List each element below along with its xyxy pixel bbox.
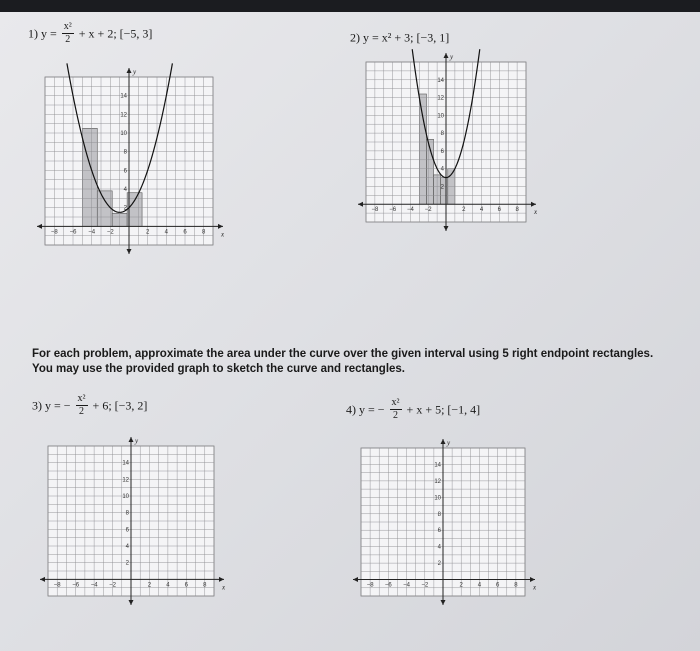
x-tick-label: −2: [421, 582, 429, 589]
riemann-rectangle: [441, 178, 448, 205]
equation-rest: + x + 2;: [78, 26, 117, 41]
x-tick-label: −8: [371, 207, 379, 214]
x-tick-label: −4: [403, 582, 410, 589]
y-tick-label: 6: [437, 528, 441, 535]
problem-4-equation: [346, 398, 480, 421]
problem-number: 4): [346, 402, 356, 417]
fraction: [62, 22, 74, 45]
y-tick-label: 12: [120, 112, 127, 119]
x-tick-label: −2: [109, 582, 116, 589]
riemann-rectangle: [97, 191, 112, 226]
equation-prefix: y =: [41, 26, 57, 41]
y-tick-label: 8: [125, 510, 129, 517]
x-axis-label: x: [533, 583, 537, 592]
y-tick-label: 4: [123, 187, 127, 193]
equation-rest: + x + 5;: [406, 402, 445, 417]
x-tick-label: −6: [69, 229, 77, 236]
y-tick-label: 4: [440, 166, 444, 173]
x-tick-label: 6: [495, 582, 500, 589]
x-tick-label: −2: [106, 229, 114, 236]
y-tick-label: 6: [125, 527, 129, 534]
fraction-numerator: x²: [391, 397, 400, 408]
arrow-down-icon: [441, 600, 446, 605]
y-axis-label: y: [135, 437, 139, 445]
arrow-up-icon: [441, 439, 446, 444]
fraction-numerator: x²: [63, 21, 72, 32]
y-tick-label: 12: [434, 478, 441, 485]
x-tick-label: 8: [201, 229, 206, 236]
problem-number: 1): [28, 26, 38, 41]
y-tick-label: 2: [437, 561, 441, 568]
fraction: [390, 398, 402, 421]
problem-number: 2): [350, 30, 360, 45]
x-tick-label: 4: [166, 582, 170, 589]
x-tick-label: −2: [424, 207, 432, 214]
arrow-left-icon: [37, 224, 42, 229]
x-tick-label: 6: [184, 582, 189, 589]
y-tick-label: 4: [437, 544, 441, 551]
problem-3-equation: [32, 394, 147, 417]
y-tick-label: 8: [437, 511, 441, 518]
y-tick-label: 10: [434, 495, 441, 502]
x-tick-label: 2: [459, 582, 463, 589]
riemann-rectangle: [419, 94, 426, 204]
y-tick-label: 12: [437, 95, 444, 102]
arrow-left-icon: [40, 577, 45, 582]
y-tick-label: 4: [125, 544, 129, 550]
problem-number: 3): [32, 398, 42, 413]
interval: [−3, 2]: [114, 398, 148, 413]
x-axis-label: x: [222, 583, 226, 592]
equation-rest: + 6;: [92, 398, 112, 413]
arrow-down-icon: [444, 226, 449, 231]
y-tick-label: 8: [123, 149, 127, 156]
equation-prefix: y = x² + 3;: [363, 30, 414, 45]
y-tick-label: 2: [123, 205, 127, 212]
x-tick-label: 2: [145, 229, 150, 236]
equation-prefix: y = −: [45, 398, 71, 413]
graph-problem-2: [354, 50, 544, 238]
instructions-text: For each problem, approximate the area under the curve over the given interval using 5 right endpoint rectangles. You may use the provided graph to sketch the curve and rectangles.: [32, 348, 654, 375]
y-tick-label: 6: [440, 148, 444, 155]
interval: [−3, 1]: [416, 30, 450, 45]
arrow-up-icon: [444, 53, 449, 58]
graph-problem-4: [349, 436, 543, 612]
arrow-left-icon: [358, 202, 363, 207]
x-tick-label: −4: [407, 207, 414, 214]
y-tick-label: 14: [122, 460, 129, 467]
x-tick-label: 4: [477, 582, 482, 589]
y-tick-label: 6: [123, 168, 127, 175]
interval: [−1, 4]: [447, 402, 481, 417]
screen-top-bar: [0, 0, 700, 12]
arrow-down-icon: [127, 249, 132, 254]
y-tick-label: 2: [440, 184, 444, 191]
y-axis-label: y: [133, 68, 137, 76]
x-tick-label: −8: [366, 582, 374, 589]
x-tick-label: 8: [515, 207, 519, 214]
x-tick-label: 4: [164, 229, 169, 236]
y-axis-label: y: [447, 439, 451, 447]
fraction-denominator: 2: [393, 410, 399, 421]
x-axis-label: x: [221, 230, 225, 239]
x-tick-label: −6: [389, 207, 397, 214]
x-tick-label: 8: [514, 582, 518, 589]
y-tick-label: 14: [434, 462, 441, 469]
graph-problem-1: [33, 65, 231, 261]
y-tick-label: 10: [122, 494, 129, 500]
x-tick-label: 4: [479, 207, 484, 214]
problem-2-equation: [350, 30, 449, 43]
arrow-up-icon: [127, 68, 132, 73]
y-tick-label: 8: [440, 131, 444, 138]
equation-prefix: y = −: [359, 402, 385, 417]
x-tick-label: −4: [90, 582, 98, 589]
x-tick-label: 8: [203, 582, 207, 589]
interval: [−5, 3]: [119, 26, 153, 41]
x-axis-label: x: [534, 208, 538, 217]
x-tick-label: −8: [53, 582, 61, 589]
x-tick-label: 2: [147, 582, 152, 589]
x-tick-label: 6: [183, 229, 187, 236]
fraction-numerator: x²: [77, 393, 86, 404]
y-tick-label: 10: [437, 113, 444, 120]
arrow-down-icon: [129, 600, 134, 605]
x-tick-label: −6: [72, 582, 80, 589]
riemann-rectangle: [82, 128, 97, 226]
arrow-up-icon: [129, 437, 134, 442]
arrow-right-icon: [218, 224, 223, 229]
arrow-right-icon: [219, 577, 224, 582]
x-tick-label: −8: [50, 229, 58, 236]
y-tick-label: 12: [122, 477, 129, 484]
problem-1-equation: [28, 22, 152, 45]
graph-problem-3: [36, 434, 232, 612]
fraction-denominator: 2: [65, 34, 71, 45]
x-tick-label: 2: [462, 207, 466, 214]
x-tick-label: −4: [88, 229, 96, 236]
x-tick-label: −6: [384, 582, 392, 589]
y-tick-label: 14: [437, 77, 444, 84]
arrow-right-icon: [531, 202, 536, 207]
x-tick-label: 6: [497, 207, 502, 214]
y-axis-label: y: [450, 53, 454, 61]
fraction-denominator: 2: [79, 406, 85, 417]
y-tick-label: 2: [125, 560, 129, 567]
y-tick-label: 10: [120, 131, 127, 137]
arrow-left-icon: [353, 577, 358, 582]
y-tick-label: 14: [120, 93, 127, 100]
fraction: [76, 394, 88, 417]
arrow-right-icon: [530, 577, 535, 582]
